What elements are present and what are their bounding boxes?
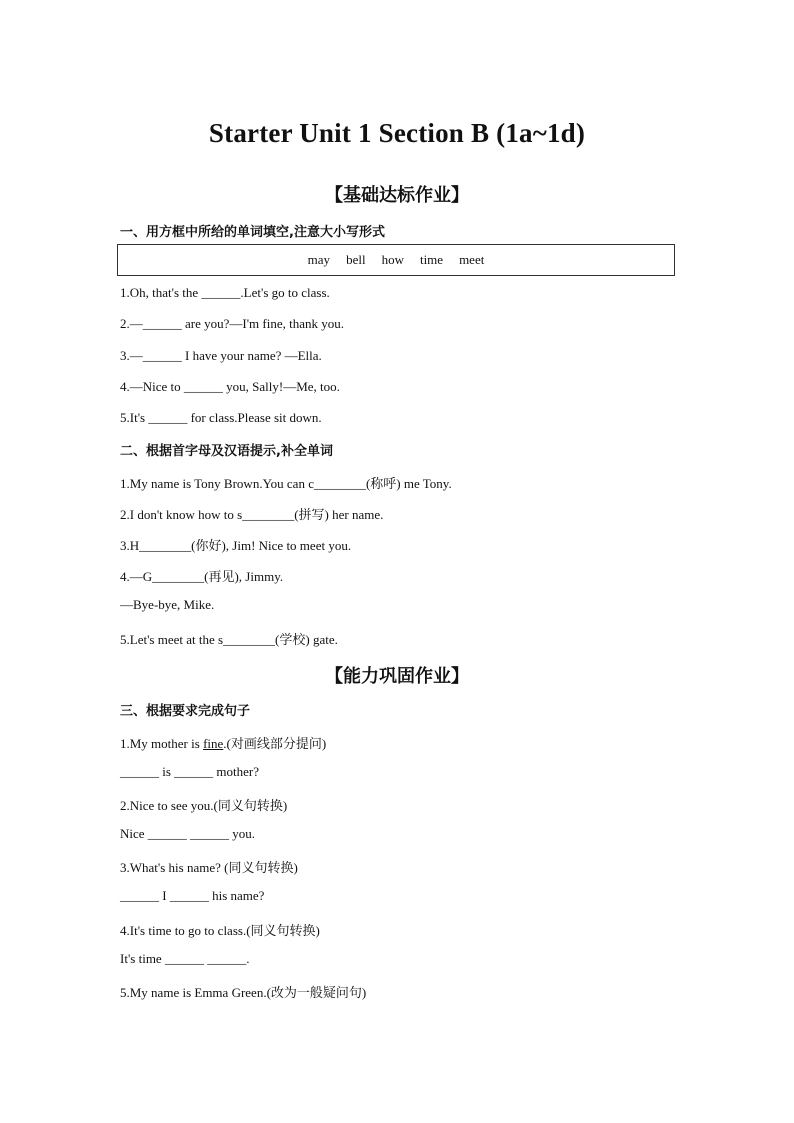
part3-question: 5.My name is Emma Green.(改为一般疑问句)	[120, 985, 367, 1000]
part1-question: 1.Oh, that's the ______.Let's go to class.	[120, 285, 330, 300]
part2-question: —Bye-bye, Mike.	[120, 597, 215, 612]
part2-question: 1.My name is Tony Brown.You can c________(称呼) me Tony.	[120, 476, 452, 491]
page-title: Starter Unit 1 Section B (1a~1d)	[208, 118, 586, 148]
part1-question: 3.—______ I have your name? —Ella.	[120, 348, 322, 363]
part3-question: 3.What's his name? (同义句转换)	[120, 860, 298, 875]
part3-q1-suffix: .(对画线部分提问)	[223, 736, 327, 751]
part3-q1-prefix: 1.My mother is	[120, 736, 204, 751]
part1-question: 5.It's ______ for class.Please sit down.	[120, 410, 322, 425]
part2-question: 2.I don't know how to s________(拼写) her name.	[120, 507, 384, 522]
part3-question	[120, 733, 326, 752]
part1-question: 4.—Nice to ______ you, Sally!—Me, too.	[120, 379, 340, 394]
part3-answer-line: It's time ______ ______.	[120, 951, 250, 966]
section-heading-ability: 【能力巩固作业】	[325, 666, 469, 687]
part3-instruction: 三、根据要求完成句子	[120, 704, 251, 719]
word-bank-item: meet	[459, 252, 485, 267]
part3-answer-line: ______ is ______ mother?	[120, 764, 260, 779]
word-bank-item: time	[419, 252, 444, 267]
word-bank-item: bell	[346, 252, 366, 267]
word-bank-box	[117, 244, 675, 276]
part1-question: 2.—______ are you?—I'm fine, thank you.	[120, 316, 345, 331]
part2-question: 5.Let's meet at the s________(学校) gate.	[120, 632, 338, 647]
part2-question: 3.H________(你好), Jim! Nice to meet you.	[120, 538, 352, 553]
part3-q1-underlined-word: fine	[203, 736, 224, 751]
section-heading-basic: 【基础达标作业】	[325, 185, 469, 206]
word-bank-item: may	[307, 252, 331, 267]
part3-answer-line: Nice ______ ______ you.	[120, 826, 256, 841]
part3-question: 4.It's time to go to class.(同义句转换)	[120, 923, 320, 938]
part2-instruction: 二、根据首字母及汉语提示,补全单词	[120, 444, 333, 459]
part3-answer-line: ______ I ______ his name?	[120, 888, 265, 903]
part3-question: 2.Nice to see you.(同义句转换)	[120, 798, 288, 813]
word-bank-item: how	[381, 252, 404, 267]
part2-question: 4.—G________(再见), Jimmy.	[120, 569, 284, 584]
part1-instruction: 一、用方框中所给的单词填空,注意大小写形式	[120, 225, 385, 240]
